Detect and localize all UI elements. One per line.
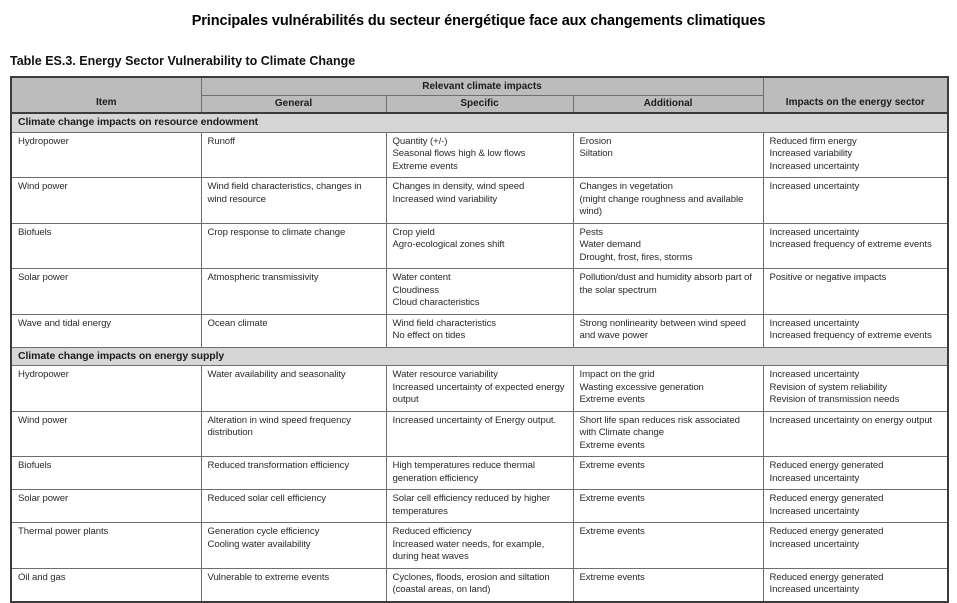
cell-specific — [386, 269, 573, 315]
cell-line: Hydropower — [18, 369, 69, 380]
cell-general — [201, 523, 386, 569]
cell-impacts — [763, 490, 948, 523]
cell-item — [11, 457, 201, 490]
cell-line: Increased uncertainty — [769, 538, 860, 550]
cell-additional — [573, 178, 763, 224]
cell-item — [11, 314, 201, 347]
cell-additional — [573, 223, 763, 269]
cell-line: Increased uncertainty — [769, 369, 860, 380]
cell-line: Water demand — [579, 239, 641, 250]
cell-line: Increased uncertainty — [769, 226, 860, 238]
table-row — [11, 568, 948, 602]
cell-line: Reduced energy generated — [769, 526, 884, 537]
column-header-general: General — [201, 95, 386, 113]
cell-line: Reduced energy generated — [769, 460, 884, 471]
cell-item — [11, 490, 201, 523]
cell-line: Cyclones, floods, erosion and siltation — [392, 571, 550, 583]
cell-line: Solar power — [18, 493, 69, 504]
cell-specific — [386, 314, 573, 347]
cell-line: Changes in vegetation — [579, 181, 673, 192]
cell-general — [201, 178, 386, 224]
cell-line: Reduced transformation efficiency — [207, 460, 350, 471]
cell-specific — [386, 223, 573, 269]
cell-line: Increased uncertainty of expected energy output — [392, 381, 565, 405]
cell-general — [201, 132, 386, 178]
cell-additional — [573, 411, 763, 457]
cell-item — [11, 366, 201, 412]
cell-line: Extreme events — [579, 439, 645, 451]
cell-line: Wind power — [18, 414, 68, 426]
cell-specific — [386, 411, 573, 457]
cell-line: Drought, frost, fires, storms — [579, 251, 693, 263]
cell-line: Revision of system reliability — [769, 381, 888, 393]
cell-line: Increased uncertainty — [769, 160, 860, 172]
cell-line: Changes in density, wind speed — [392, 181, 525, 192]
cell-line: Increased frequency of extreme events — [769, 330, 932, 341]
cell-general — [201, 411, 386, 457]
header-group-row — [11, 77, 948, 95]
table-row — [11, 269, 948, 315]
cell-line: Increased uncertainty — [769, 472, 860, 484]
cell-impacts — [763, 457, 948, 490]
cell-line: Agro-ecological zones shift — [392, 239, 505, 250]
cell-line: Strong nonlinearity between wind speed and wave power — [579, 317, 746, 341]
cell-additional — [573, 269, 763, 315]
cell-line: Biofuels — [18, 226, 52, 238]
column-header-specific: Specific — [386, 95, 573, 113]
cell-general — [201, 568, 386, 602]
cell-specific — [386, 366, 573, 412]
cell-line: Reduced energy generated — [769, 493, 884, 504]
cell-line: Runoff — [207, 135, 235, 147]
cell-line: Extreme events — [392, 160, 458, 172]
cell-line: Reduced firm energy — [769, 135, 857, 147]
cell-impacts — [763, 411, 948, 457]
cell-line: Increased uncertainty — [769, 584, 860, 595]
cell-line: Extreme events — [579, 526, 645, 537]
cell-item — [11, 523, 201, 569]
cell-line: Solar power — [18, 272, 69, 283]
cell-line: Vulnerable to extreme events — [207, 571, 330, 583]
cell-impacts — [763, 223, 948, 269]
cell-additional — [573, 366, 763, 412]
cell-line: Pollution/dust and humidity absorb part of the solar spectrum — [579, 272, 752, 296]
cell-additional — [573, 132, 763, 178]
cell-line: Hydropower — [18, 135, 69, 147]
cell-specific — [386, 490, 573, 523]
cell-line: Quantity (+/-) — [392, 135, 448, 147]
cell-line: Ocean climate — [207, 317, 268, 329]
cell-general — [201, 269, 386, 315]
cell-item — [11, 223, 201, 269]
cell-general — [201, 490, 386, 523]
cell-impacts — [763, 132, 948, 178]
cell-specific — [386, 132, 573, 178]
cell-line: Alteration in wind speed frequency distribution — [207, 414, 351, 438]
cell-general — [201, 457, 386, 490]
cell-line: Thermal power plants — [18, 526, 109, 537]
table-caption: Table ES.3. Energy Sector Vulnerability to Climate Change — [10, 54, 356, 68]
cell-line: Revision of transmission needs — [769, 394, 900, 405]
cell-line: Atmospheric transmissivity — [207, 272, 319, 283]
cell-impacts — [763, 269, 948, 315]
table-row — [11, 366, 948, 412]
cell-general — [201, 366, 386, 412]
cell-line: Extreme events — [579, 571, 645, 583]
cell-specific — [386, 568, 573, 602]
cell-line: Wind field characteristics — [392, 317, 496, 329]
cell-line: Wind power — [18, 181, 68, 192]
cell-item — [11, 568, 201, 602]
table-row — [11, 314, 948, 347]
cell-line: Water availability and seasonality — [207, 369, 346, 380]
cell-item — [11, 411, 201, 457]
cell-item — [11, 178, 201, 224]
cell-line: Reduced energy generated — [769, 571, 884, 583]
cell-line: Wave and tidal energy — [18, 317, 112, 329]
cell-impacts — [763, 523, 948, 569]
cell-line: Cloud characteristics — [392, 297, 480, 308]
table-row — [11, 178, 948, 224]
cell-line: Reduced efficiency — [392, 526, 472, 537]
column-header-group: Relevant climate impacts — [201, 77, 763, 95]
cell-line: Erosion — [579, 135, 612, 147]
column-header-impacts: Impacts on the energy sector — [763, 77, 948, 113]
cell-line: (might change roughness and available wind) — [579, 193, 744, 217]
section-header-row — [11, 347, 948, 366]
cell-specific — [386, 523, 573, 569]
cell-line: Increased uncertainty — [769, 181, 860, 192]
cell-item — [11, 132, 201, 178]
table-row — [11, 523, 948, 569]
cell-additional — [573, 568, 763, 602]
cell-line: No effect on tides — [392, 330, 466, 341]
cell-line: Increased wind variability — [392, 193, 498, 205]
cell-line: Reduced solar cell efficiency — [207, 493, 327, 504]
cell-line: Wind field characteristics, changes in wind resource — [207, 181, 362, 205]
cell-additional — [573, 457, 763, 490]
cell-line: Increased uncertainty — [769, 505, 860, 517]
cell-line: Cooling water availability — [207, 538, 311, 550]
cell-line: Increased variability — [769, 148, 853, 159]
cell-line: Pests — [579, 226, 603, 238]
cell-impacts — [763, 568, 948, 602]
cell-line: Cloudiness — [392, 284, 439, 296]
section-title: Climate change impacts on energy supply — [11, 347, 948, 366]
cell-additional — [573, 490, 763, 523]
cell-line: Water resource variability — [392, 369, 498, 380]
cell-line: (coastal areas, on land) — [392, 584, 491, 595]
cell-line: High temperatures reduce thermal generation efficiency — [392, 460, 535, 484]
cell-general — [201, 223, 386, 269]
cell-additional — [573, 523, 763, 569]
table-row — [11, 411, 948, 457]
cell-line: Impact on the grid — [579, 369, 655, 380]
table-row — [11, 132, 948, 178]
table-row — [11, 223, 948, 269]
cell-line: Generation cycle efficiency — [207, 526, 320, 537]
cell-line: Oil and gas — [18, 571, 66, 583]
vulnerability-table — [10, 76, 949, 603]
table-body — [11, 113, 948, 602]
table-row — [11, 457, 948, 490]
table-row — [11, 490, 948, 523]
section-header-row — [11, 113, 948, 132]
cell-impacts — [763, 366, 948, 412]
cell-line: Crop response to climate change — [207, 226, 346, 238]
cell-line: Biofuels — [18, 460, 52, 471]
cell-impacts — [763, 314, 948, 347]
cell-specific — [386, 457, 573, 490]
cell-line: Wasting excessive generation — [579, 381, 704, 393]
cell-line: Increased uncertainty — [769, 317, 860, 329]
cell-line: Increased uncertainty on energy output — [769, 414, 933, 426]
cell-line: Solar cell efficiency reduced by higher temperatures — [392, 493, 551, 517]
cell-line: Seasonal flows high & low flows — [392, 148, 526, 159]
table-header — [11, 77, 948, 113]
section-title: Climate change impacts on resource endowment — [11, 113, 948, 132]
cell-line: Extreme events — [579, 493, 645, 504]
cell-line: Increased frequency of extreme events — [769, 239, 932, 250]
cell-line: Positive or negative impacts — [769, 272, 887, 283]
cell-line: Siltation — [579, 148, 613, 159]
column-header-additional: Additional — [573, 95, 763, 113]
cell-additional — [573, 314, 763, 347]
cell-specific — [386, 178, 573, 224]
cell-line: Extreme events — [579, 394, 645, 405]
column-header-item: Item — [11, 77, 201, 113]
cell-impacts — [763, 178, 948, 224]
cell-line: Crop yield — [392, 226, 435, 238]
cell-line: Water content — [392, 272, 451, 283]
cell-line: Short life span reduces risk associated with Climate change — [579, 414, 740, 438]
document-title: Principales vulnérabilités du secteur énergétique face aux changements climatiques — [191, 13, 766, 29]
cell-line: Extreme events — [579, 460, 645, 471]
cell-line: Increased water needs, for example, during heat waves — [392, 538, 545, 562]
cell-line: Increased uncertainty of Energy output. — [392, 414, 557, 426]
cell-general — [201, 314, 386, 347]
cell-item — [11, 269, 201, 315]
